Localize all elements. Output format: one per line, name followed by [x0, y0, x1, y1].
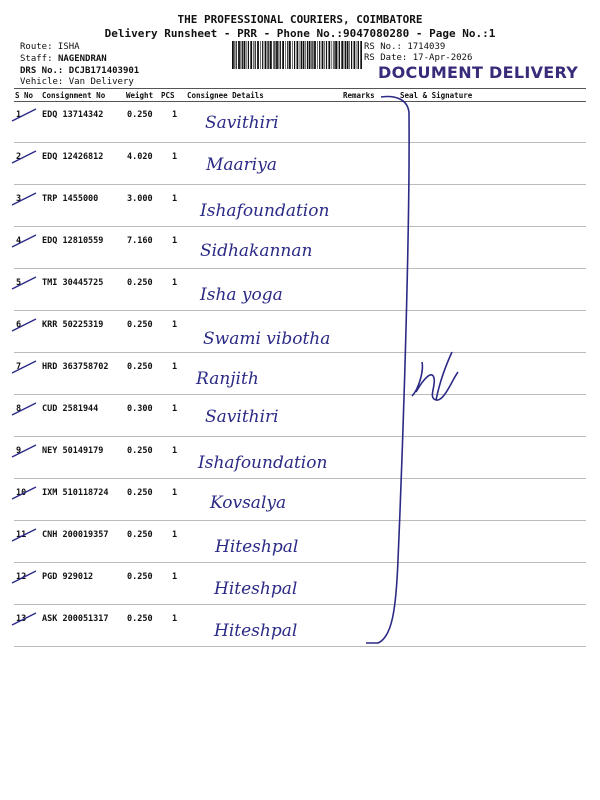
row-pcs: 1	[172, 614, 178, 624]
row-handwritten-consignee: Kovsalya	[210, 493, 287, 513]
row-pcs: 1	[172, 446, 178, 456]
col-weight: Weight	[126, 91, 154, 100]
row-consignment-no: NEY 50149179	[42, 446, 104, 456]
row-pcs: 1	[172, 404, 178, 414]
row-handwritten-consignee: Ranjith	[196, 369, 259, 389]
document-delivery-stamp: DOCUMENT DELIVERY	[378, 63, 579, 82]
row-weight: 0.250	[127, 278, 153, 288]
row-weight: 0.250	[127, 488, 153, 498]
row-sno: 7	[16, 362, 22, 372]
row-handwritten-consignee: Maariya	[206, 155, 277, 175]
row-sno: 8	[16, 404, 22, 414]
row-consignment-no: KRR 50225319	[42, 320, 104, 330]
row-consignment-no: ASK 200051317	[42, 614, 109, 624]
col-sno: S No	[15, 91, 34, 100]
vehicle-label: Vehicle: Van Delivery	[20, 77, 134, 87]
row-handwritten-consignee: Isha yoga	[200, 285, 283, 305]
row-weight: 4.020	[127, 152, 153, 162]
row-consignment-no: CNH 200019357	[42, 530, 109, 540]
row-consignment-no: IXM 510118724	[42, 488, 109, 498]
row-pcs: 1	[172, 572, 178, 582]
row-sno: 2	[16, 152, 22, 162]
row-weight: 0.300	[127, 404, 153, 414]
row-consignment-no: EDQ 12426812	[42, 152, 104, 162]
col-pcs: PCS	[161, 91, 175, 100]
col-consignee: Consignee Details	[187, 91, 264, 100]
row-consignment-no: CUD 2581944	[42, 404, 99, 414]
row-consignment-no: HRD 363758702	[42, 362, 109, 372]
row-handwritten-consignee: Sidhakannan	[200, 241, 313, 261]
row-pcs: 1	[172, 110, 178, 120]
row-sno: 12	[16, 572, 27, 582]
row-handwritten-consignee: Ishafoundation	[198, 453, 328, 473]
drs-label: DRS No.:	[20, 66, 69, 76]
row-consignment-no: EDQ 12810559	[42, 236, 104, 246]
staff-name: NAGENDRAN	[57, 54, 107, 64]
row-pcs: 1	[172, 488, 178, 498]
row-pcs: 1	[172, 530, 178, 540]
runsheet-title: Delivery Runsheet - PRR - Phone No.:9047080280 - Page No.:1	[104, 27, 496, 40]
row-consignment-no: TMI 30445725	[42, 278, 104, 288]
row-pcs: 1	[172, 194, 178, 204]
row-pcs: 1	[172, 236, 178, 246]
row-pcs: 1	[172, 362, 178, 372]
row-pcs: 1	[172, 278, 178, 288]
row-handwritten-consignee: Ishafoundation	[200, 201, 330, 221]
row-consignment-no: TRP 1455000	[42, 194, 99, 204]
row-sno: 6	[16, 320, 22, 330]
row-weight: 3.000	[127, 194, 153, 204]
rs-number: RS No.: 1714039	[364, 42, 446, 52]
col-consignment: Consignment No	[42, 91, 106, 100]
row-consignment-no: EDQ 13714342	[42, 110, 104, 120]
row-handwritten-consignee: Hiteshpal	[214, 579, 298, 599]
drs-number: DCJB171403901	[68, 66, 140, 76]
row-sno: 11	[16, 530, 27, 540]
row-sno: 13	[16, 614, 27, 624]
row-weight: 0.250	[127, 614, 153, 624]
staff-label: Staff:	[20, 54, 58, 64]
row-handwritten-consignee: Savithiri	[205, 407, 279, 427]
row-sno: 9	[16, 446, 22, 456]
row-sno: 3	[16, 194, 22, 204]
row-sno: 1	[16, 110, 22, 120]
col-seal-signature: Seal & Signature	[400, 91, 473, 100]
row-weight: 0.250	[127, 572, 153, 582]
signature-scribble	[412, 352, 458, 400]
row-pcs: 1	[172, 152, 178, 162]
row-consignment-no: PGD 929012	[42, 572, 94, 582]
row-weight: 0.250	[127, 530, 153, 540]
row-sno: 10	[16, 488, 27, 498]
company-name: THE PROFESSIONAL COURIERS, COIMBATORE	[177, 13, 423, 26]
row-weight: 0.250	[127, 446, 153, 456]
row-handwritten-consignee: Hiteshpal	[214, 621, 298, 641]
row-weight: 7.160	[127, 236, 153, 246]
row-sno: 4	[16, 236, 22, 246]
row-weight: 0.250	[127, 320, 153, 330]
col-remarks: Remarks	[343, 91, 375, 100]
rs-date: RS Date: 17-Apr-2026	[364, 53, 473, 63]
row-sno: 5	[16, 278, 22, 288]
row-handwritten-consignee: Swami vibotha	[203, 329, 331, 349]
row-weight: 0.250	[127, 362, 153, 372]
row-handwritten-consignee: Savithiri	[205, 113, 279, 133]
row-pcs: 1	[172, 320, 178, 330]
row-weight: 0.250	[127, 110, 153, 120]
row-handwritten-consignee: Hiteshpal	[215, 537, 299, 557]
bracket-line	[366, 97, 409, 643]
route-label: Route: ISHA	[20, 42, 80, 52]
